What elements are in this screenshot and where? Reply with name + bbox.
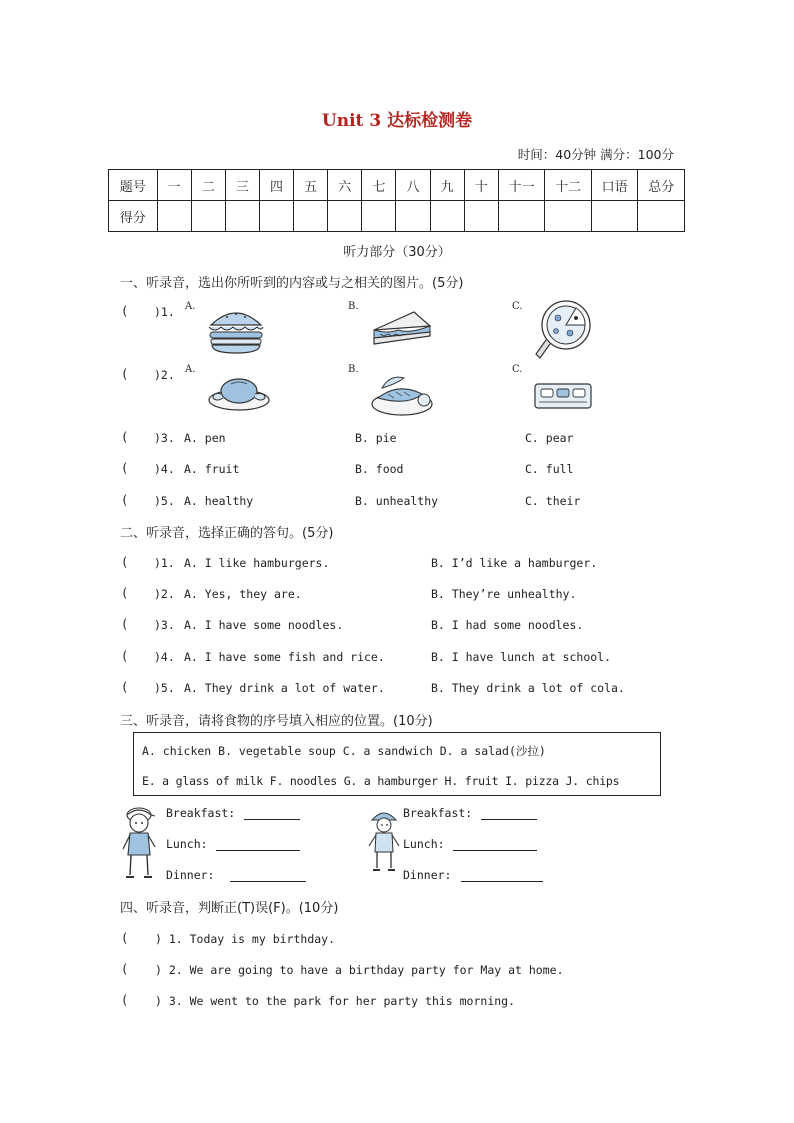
option-label-b: B. <box>348 364 359 375</box>
lunch-answer-blank[interactable] <box>216 837 300 851</box>
option-b: B. I’d like a hamburger. <box>431 556 598 570</box>
paren-open: ( <box>121 680 129 694</box>
option-b: B. I have lunch at school. <box>431 650 612 664</box>
table-cell: 得分 <box>109 201 158 232</box>
score-cell[interactable] <box>191 201 225 232</box>
score-cell[interactable] <box>498 201 545 232</box>
lunch-answer-blank[interactable] <box>453 837 537 851</box>
option-label-c: C. <box>512 301 523 312</box>
boy-figure <box>117 803 161 883</box>
table-cell: 三 <box>225 170 259 201</box>
table-cell: 八 <box>396 170 430 201</box>
option-b: B. unhealthy <box>355 494 439 508</box>
score-cell[interactable] <box>225 201 259 232</box>
score-cell[interactable] <box>464 201 498 232</box>
table-cell: 一 <box>157 170 191 201</box>
score-cell[interactable] <box>294 201 328 232</box>
option-b: B. I had some noodles. <box>431 618 584 632</box>
girl-figure <box>366 808 402 874</box>
food-options-box <box>133 732 661 796</box>
paren-open: ( <box>121 430 129 444</box>
sushi-plate-icon[interactable] <box>533 378 593 412</box>
option-label-a: A. <box>185 364 196 375</box>
score-cell[interactable] <box>545 201 592 232</box>
true-false-item: ) 1. Today is my birthday. <box>155 932 336 946</box>
roast-chicken-icon[interactable] <box>207 374 271 412</box>
table-cell: 七 <box>362 170 396 201</box>
question-number: )2. <box>154 587 175 601</box>
score-cell[interactable] <box>430 201 464 232</box>
breakfast-answer-blank[interactable] <box>244 806 300 820</box>
question-number: )4. <box>154 462 175 476</box>
option-b: B. food <box>355 462 404 476</box>
food-options-line-1: A. chicken B. vegetable soup C. a sandwich D. a salad(沙拉) <box>142 744 546 758</box>
option-c: C. full <box>525 462 574 476</box>
listening-header: 听力部分（30分） <box>343 245 451 260</box>
option-a: A. I like hamburgers. <box>184 556 330 570</box>
meal-label-breakfast: Breakfast: <box>403 806 473 820</box>
meal-label-dinner: Dinner: <box>403 868 452 882</box>
paren-open: ( <box>121 993 129 1007</box>
score-cell[interactable] <box>396 201 430 232</box>
table-cell: 二 <box>191 170 225 201</box>
score-cell[interactable] <box>638 201 685 232</box>
question-number: )4. <box>154 650 175 664</box>
option-label-c: C. <box>512 364 523 375</box>
question-number: )1. <box>154 556 175 570</box>
table-cell: 口语 <box>591 170 638 201</box>
meal-label-dinner: Dinner: <box>166 868 215 882</box>
section3-heading: 三、听录音，请将食物的序号填入相应的位置。(10分) <box>120 714 433 729</box>
score-cell[interactable] <box>591 201 638 232</box>
question-number: )3. <box>154 431 175 445</box>
option-a: A. Yes, they are. <box>184 587 302 601</box>
option-a: A. pen <box>184 431 226 445</box>
question-number: )5. <box>154 494 175 508</box>
table-cell: 六 <box>328 170 362 201</box>
option-label-b: B. <box>348 301 359 312</box>
option-a: A. They drink a lot of water. <box>184 681 385 695</box>
paren-open: ( <box>121 649 129 663</box>
sandwich-icon[interactable] <box>368 308 434 348</box>
paren-open: ( <box>121 367 129 381</box>
option-a: A. I have some fish and rice. <box>184 650 385 664</box>
meal-label-breakfast: Breakfast: <box>166 806 236 820</box>
meal-label-lunch: Lunch: <box>166 837 208 851</box>
option-label-a: A. <box>185 301 196 312</box>
true-false-item: ) 2. We are going to have a birthday party for May at home. <box>155 963 564 977</box>
table-cell: 五 <box>294 170 328 201</box>
question-number: )2. <box>154 368 175 382</box>
section2-heading: 二、听录音，选择正确的答句。(5分) <box>120 526 334 541</box>
table-cell: 题号 <box>109 170 158 201</box>
score-table-score-row <box>109 201 685 232</box>
fish-plate-icon[interactable] <box>368 370 436 418</box>
paren-open: ( <box>121 931 129 945</box>
question-number: )3. <box>154 618 175 632</box>
option-b: B. pie <box>355 431 397 445</box>
option-a: A. healthy <box>184 494 254 508</box>
score-table-header-row <box>109 170 685 201</box>
time-info: 时间：40分钟 满分：100分 <box>517 147 674 162</box>
table-cell: 九 <box>430 170 464 201</box>
paren-open: ( <box>121 493 129 507</box>
dinner-answer-blank[interactable] <box>461 868 543 882</box>
meal-label-lunch: Lunch: <box>403 837 445 851</box>
option-b: B. They’re unhealthy. <box>431 587 577 601</box>
true-false-item: ) 3. We went to the park for her party this morning. <box>155 994 516 1008</box>
paren-open: ( <box>121 617 129 631</box>
section1-heading: 一、听录音，选出你所听到的内容或与之相关的图片。(5分) <box>120 276 464 291</box>
section4-heading: 四、听录音，判断正(T)误(F)。(10分) <box>120 901 339 916</box>
option-a: A. fruit <box>184 462 240 476</box>
breakfast-answer-blank[interactable] <box>481 806 537 820</box>
option-a: A. I have some noodles. <box>184 618 344 632</box>
answer-blank[interactable] <box>132 304 154 318</box>
score-cell[interactable] <box>259 201 293 232</box>
score-table <box>108 169 685 232</box>
dinner-answer-blank[interactable] <box>230 868 306 882</box>
question-number: )1. <box>154 305 175 319</box>
paren-open: ( <box>121 304 129 318</box>
option-c: C. their <box>525 494 581 508</box>
paren-open: ( <box>121 962 129 976</box>
hamburger-icon[interactable] <box>205 305 267 355</box>
table-cell: 总分 <box>638 170 685 201</box>
option-b: B. They drink a lot of cola. <box>431 681 625 695</box>
option-c: C. pear <box>525 431 574 445</box>
pizza-icon[interactable] <box>532 300 594 360</box>
paren-open: ( <box>121 586 129 600</box>
paren-open: ( <box>121 461 129 475</box>
answer-blank[interactable] <box>132 367 154 381</box>
page-title: Unit 3 达标检测卷 <box>321 111 473 131</box>
score-cell[interactable] <box>328 201 362 232</box>
table-cell: 十一 <box>498 170 545 201</box>
question-number: )5. <box>154 681 175 695</box>
table-cell: 十 <box>464 170 498 201</box>
food-options-line-2: E. a glass of milk F. noodles G. a hamburger H. fruit I. pizza J. chips <box>142 774 620 788</box>
score-cell[interactable] <box>362 201 396 232</box>
paren-open: ( <box>121 555 129 569</box>
table-cell: 四 <box>259 170 293 201</box>
table-cell: 十二 <box>545 170 592 201</box>
score-cell[interactable] <box>157 201 191 232</box>
